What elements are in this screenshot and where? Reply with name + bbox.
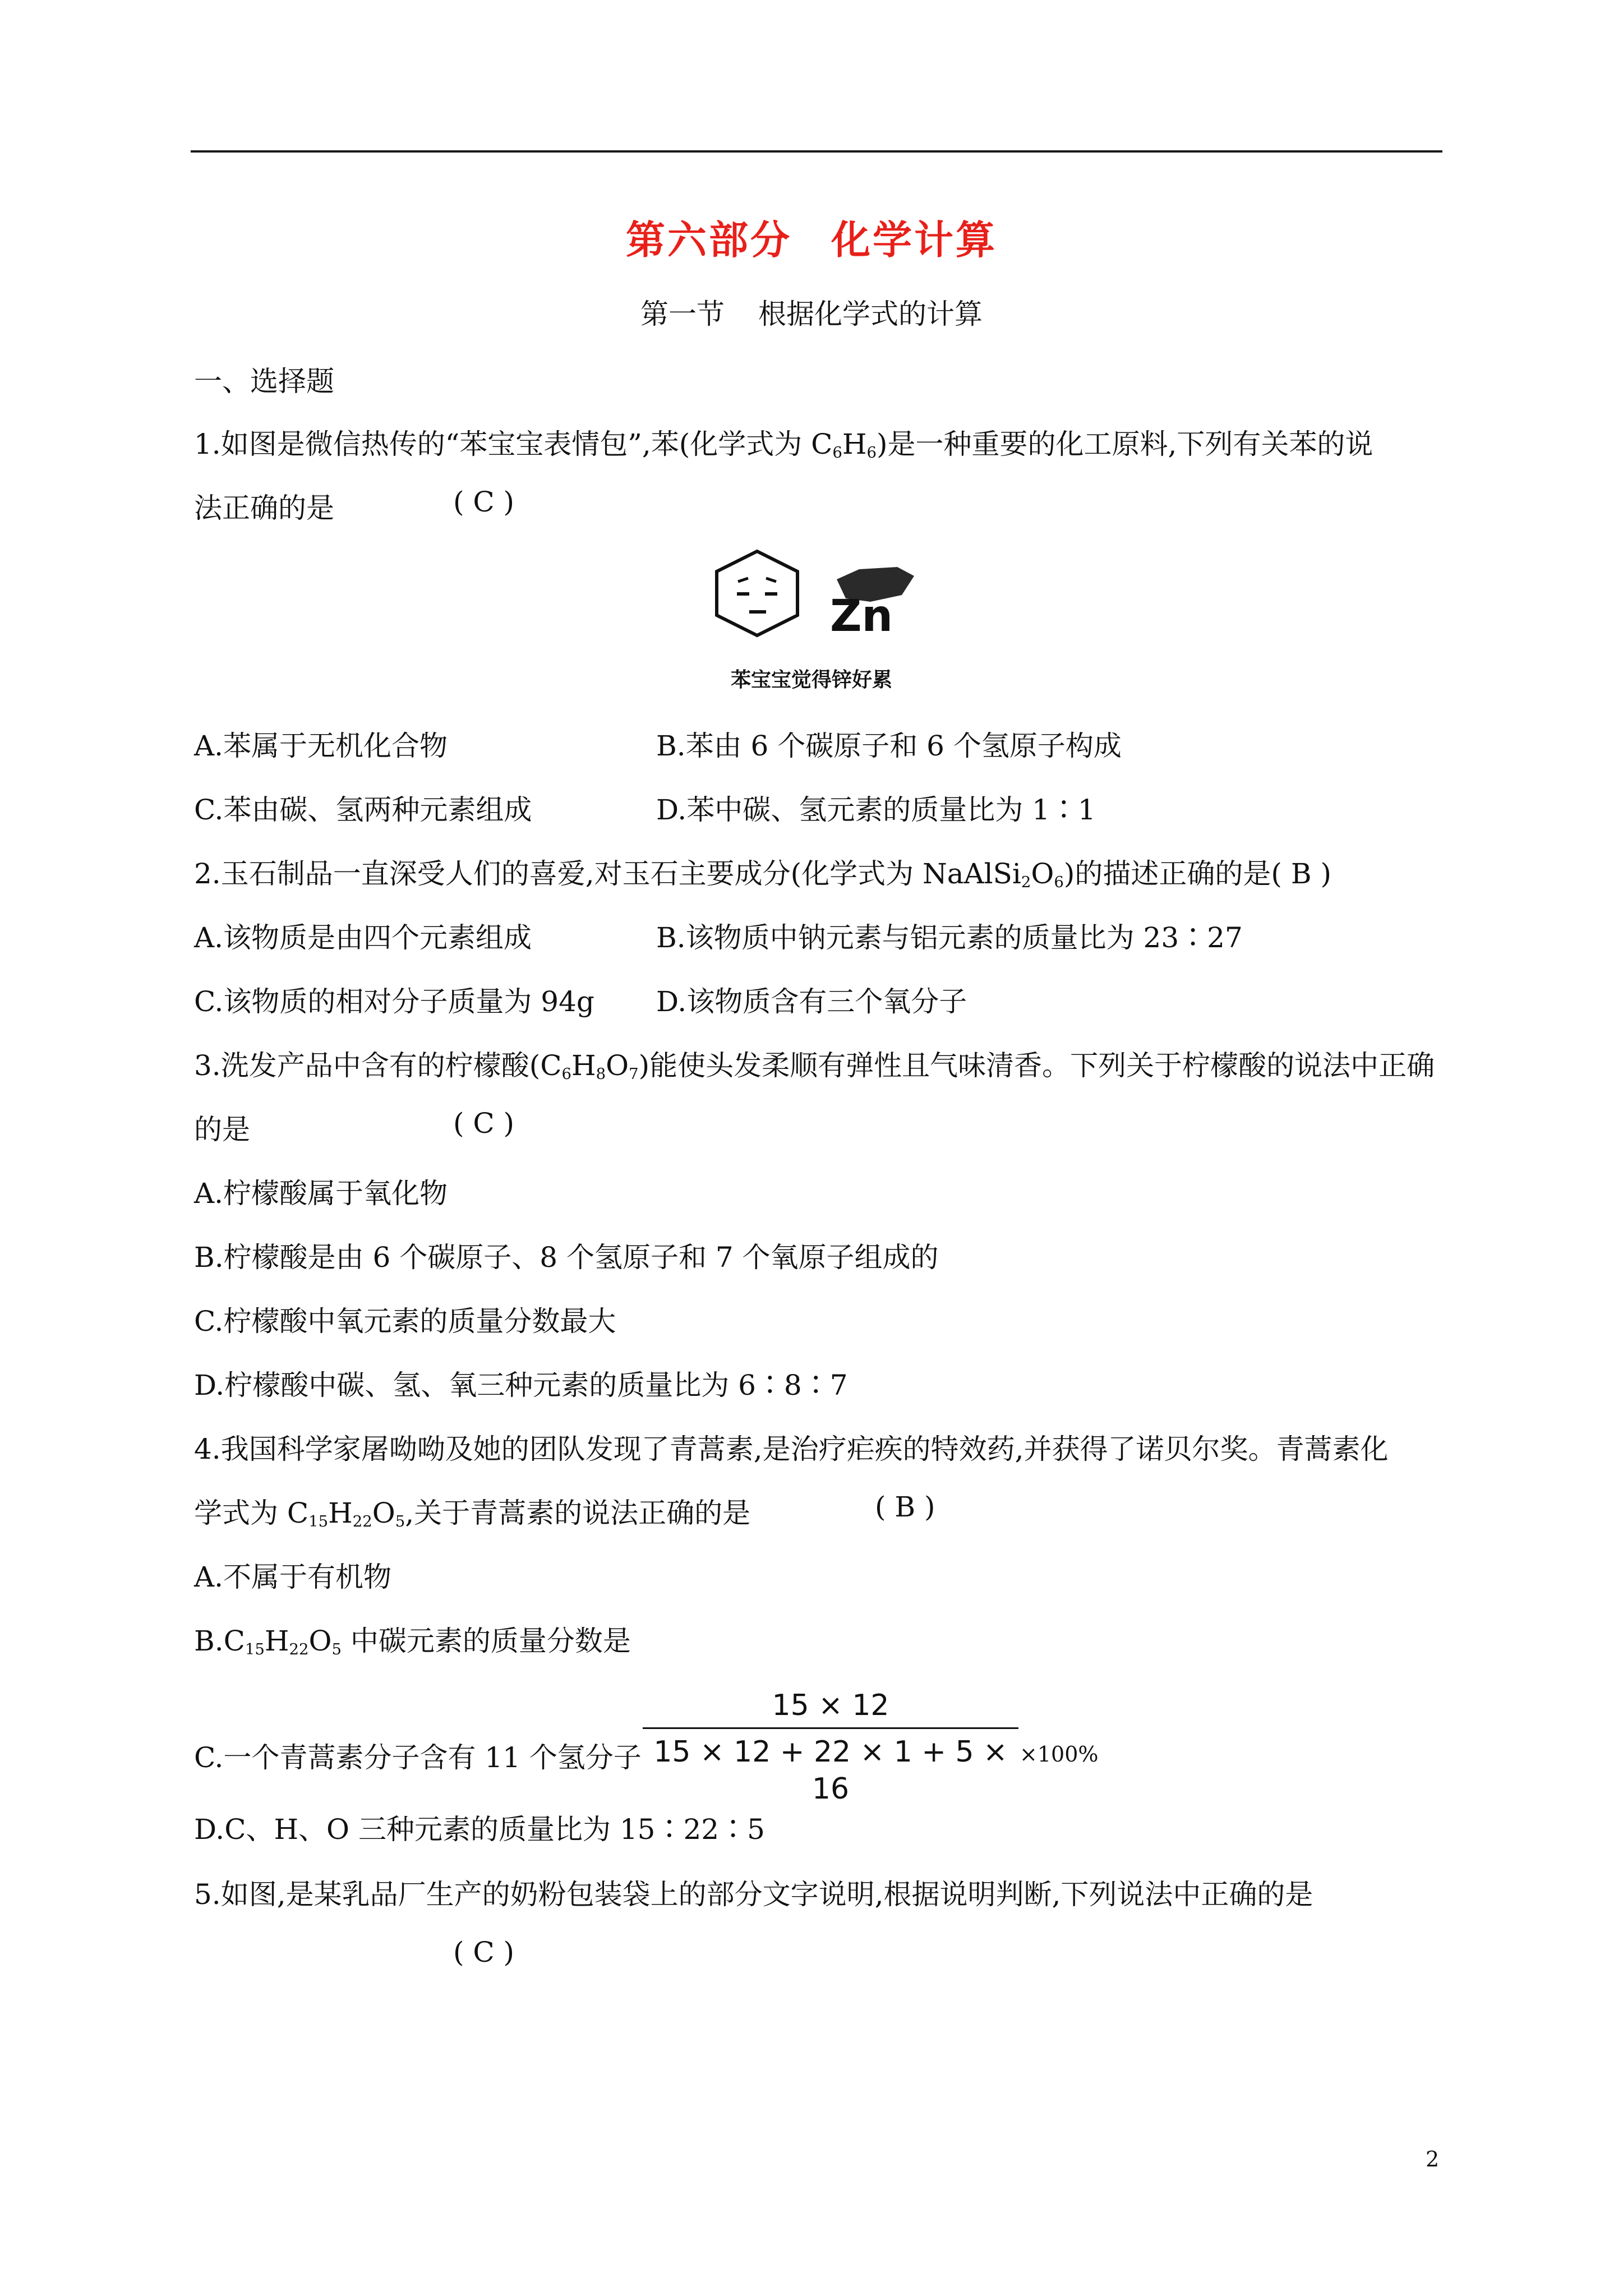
q5-stem: 5.如图,是某乳品厂生产的奶粉包装袋上的部分文字说明,根据说明判断,下列说法中正确的是 (194, 1878, 1313, 1911)
q1-option-c: C.苯由碳、氢两种元素组成 (194, 794, 532, 826)
q1-answer: ( C ) (453, 486, 515, 518)
q3-stem-line2: 的是 (194, 1113, 250, 1146)
figure-caption: 苯宝宝觉得锌好累 (730, 668, 892, 691)
q4-option-d: D.C、H、O 三种元素的质量比为 15∶22∶5 (194, 1813, 765, 1846)
q2-option-c: C.该物质的相对分子质量为 94g (194, 985, 594, 1018)
q1-stem-line2: 法正确的是 (194, 492, 334, 524)
q1-option-a: A.苯属于无机化合物 (194, 730, 448, 762)
mass-fraction-formula (643, 1687, 1018, 1806)
q2-answer: ( B ) (1271, 857, 1331, 890)
section-subtitle (0, 292, 1623, 332)
page-number: 2 (1426, 2147, 1440, 2171)
q1-option-d: D.苯中碳、氢元素的质量比为 1∶1 (656, 794, 1096, 826)
q1-option-b: B.苯由 6 个碳原子和 6 个氢原子构成 (656, 730, 1122, 762)
q4-answer: ( B ) (875, 1491, 935, 1523)
q3-option-a: A.柠檬酸属于氧化物 (194, 1177, 448, 1210)
q1-stem-line1: 1.如图是微信热传的“苯宝宝表情包”,苯(化学式为 $C_6H_6$)是一种重要的化工原料,下列有关苯的说 (194, 428, 1373, 462)
q3-answer: ( C ) (453, 1107, 515, 1140)
percent-multiplier: ×100% (1020, 1742, 1099, 1767)
q4-stem-line1: 4.我国科学家屠呦呦及她的团队发现了青蒿素,是治疗疟疾的特效药,并获得了诺贝尔奖。青蒿素化 (194, 1433, 1389, 1465)
emoji-eyebrow-icon (766, 578, 776, 582)
q2-option-a: A.该物质是由四个元素组成 (194, 921, 532, 954)
section-heading: 一、选择题 (194, 365, 334, 398)
q4-stem-line2: 学式为 $C_{15}H_{22}O_5$,关于青蒿素的说法正确的是 (194, 1497, 751, 1530)
emoji-eyebrow-icon (738, 578, 748, 582)
page-title (0, 209, 1623, 265)
fraction-numerator: 15 × 12 (772, 1689, 889, 1722)
q2-option-d: D.该物质含有三个氧分子 (656, 985, 967, 1018)
benzene-emoji-figure (712, 547, 948, 670)
title-part-b: 化学计算 (831, 216, 997, 263)
q4-option-c: C.一个青蒿素分子含有 11 个氢分子 (194, 1741, 642, 1774)
benzene-hexagon-icon (717, 551, 797, 635)
q2-option-b: B.该物质中钠元素与铝元素的质量比为 23∶27 (656, 921, 1243, 954)
q4-option-a: A.不属于有机物 (194, 1561, 392, 1593)
q3-option-d: D.柠檬酸中碳、氢、氧三种元素的质量比为 6∶8∶7 (194, 1369, 848, 1401)
fraction-denominator: 15 × 12 + 22 × 1 + 5 × 16 (653, 1735, 1008, 1806)
title-part-a: 第六部分 (626, 216, 792, 263)
q3-option-b: B.柠檬酸是由 6 个碳原子、8 个氢原子和 7 个氧原子组成的 (194, 1241, 939, 1274)
q2-stem: 2.玉石制品一直深受人们的喜爱,对玉石主要成分(化学式为 $NaAlSi_2O_6$)的描述正确的是( B ) (194, 857, 1331, 891)
q3-stem-line1: 3.洗发产品中含有的柠檬酸$(C_6H_8O_7)$能使头发柔顺有弹性且气味清香。下列关于柠檬酸的说法中正确 (194, 1049, 1435, 1083)
subtitle-part-b: 根据化学式的计算 (758, 298, 983, 330)
q3-option-c: C.柠檬酸中氧元素的质量分数最大 (194, 1305, 616, 1338)
header-rule (191, 150, 1442, 153)
q5-answer: ( C ) (453, 1936, 515, 1968)
fraction-bar (643, 1727, 1018, 1729)
subtitle-part-a: 第一节 (640, 298, 725, 330)
zinc-symbol: Zn (830, 591, 893, 642)
q4-option-b: $B.C_{15}H_{22}O_5$ 中碳元素的质量分数是 (194, 1625, 631, 1658)
